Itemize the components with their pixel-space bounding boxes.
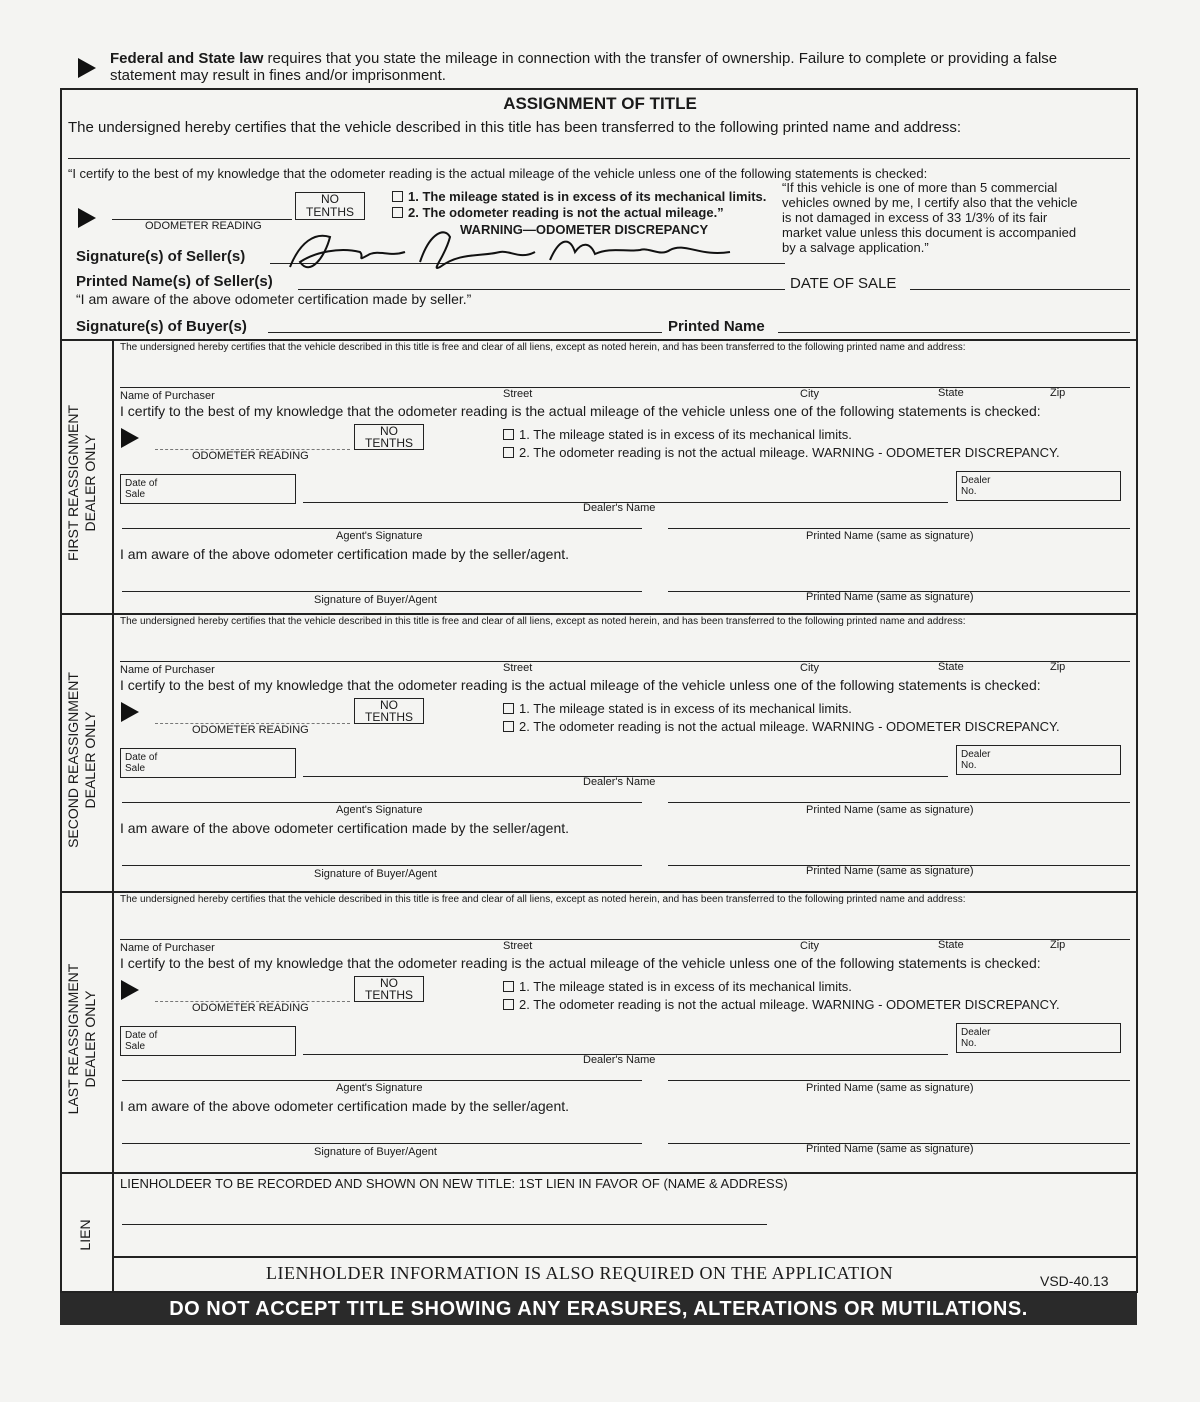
second-check2-label: 2. The odometer reading is not the actual mileage. WARNING - ODOMETER DISCREPANCY. [519,719,1060,734]
last-check2-label: 2. The odometer reading is not the actual mileage. WARNING - ODOMETER DISCREPANCY. [519,997,1060,1012]
first-date-of-sale-box[interactable] [120,474,296,504]
second-agent-signature-line[interactable] [122,802,642,803]
seller-aware-statement: “I am aware of the above odometer certification made by seller.” [76,291,472,307]
last-checkbox-1[interactable] [503,981,514,992]
lien-name-line[interactable] [122,1224,767,1225]
second-street: Street [503,662,533,674]
first-label-line2: DEALER ONLY [82,434,98,532]
last-no: NO [380,976,398,990]
first-check-2[interactable] [503,445,1060,460]
last-date-of: Date of [125,1030,158,1041]
no-tenths-no: NO [321,192,339,206]
assignment-title: ASSIGNMENT OF TITLE [503,94,697,113]
first-agent-signature-line[interactable] [122,528,642,529]
first-certify: I certify to the best of my knowledge that the odometer reading is the actual mileage of the vehicle unless one of the following statements is checked: [120,403,1041,419]
second-checkbox-1[interactable] [503,703,514,714]
second-date-of-sale-box[interactable] [120,748,296,778]
second-no-tenths-box [354,698,424,724]
divider-first [60,339,1138,341]
form-number: VSD-40.13 [1040,1273,1109,1289]
second-checkbox-2[interactable] [503,721,514,732]
commercial-line-4: market value unless this document is accompanied [782,225,1077,240]
last-street: Street [503,940,533,952]
last-printed-name-label-2: Printed Name (same as signature) [806,1143,974,1155]
first-label-line1: FIRST REASSIGNMENT [65,404,81,562]
first-dealer-no-box[interactable] [956,471,1121,501]
first-agents-signature-label: Agent's Signature [336,530,423,542]
lien-header: LIENHOLDEER TO BE RECORDED AND SHOWN ON NEW TITLE: 1ST LIEN IN FAVOR OF (NAME & ADDRESS) [120,1176,788,1191]
first-date-of: Date of [125,478,158,489]
last-check-2[interactable] [503,997,1060,1012]
second-dealer-no-box[interactable] [956,745,1121,775]
checkbox-1[interactable] [392,191,403,202]
date-of-sale-label: DATE OF SALE [790,275,897,292]
divider-second [60,613,1138,615]
first-no-tenths-box [354,424,424,450]
last-dealer-no: No. [961,1038,977,1049]
second-name-of-purchaser: Name of Purchaser [120,664,215,676]
last-check1-label: 1. The mileage stated is in excess of its mechanical limits. [519,979,852,994]
first-reassignment-label [65,348,99,618]
second-city: City [800,662,819,674]
last-intro: The undersigned hereby certifies that the vehicle described in this title is free and clear of all liens, except as noted herein, and has been transferred to the following printed name and address: [120,894,966,905]
buyer-printed-name-label: Printed Name [668,318,765,335]
first-state: State [938,387,964,399]
odometer-arrow-icon [78,208,96,228]
last-no-tenths-box [354,976,424,1002]
first-street: Street [503,388,533,400]
last-label-line2: DEALER ONLY [82,990,98,1088]
second-odometer-arrow-icon [121,702,139,722]
first-printed-name-line[interactable] [668,528,1130,529]
last-dealer-no-box[interactable] [956,1023,1121,1053]
buyer-address-line [68,158,1130,159]
commercial-line-5: by a salvage application.” [782,240,929,255]
buyer-signature-line [268,332,662,333]
commercial-line-3: is not damaged in excess of 33 1/3% of its fair [782,210,1048,225]
first-check-1[interactable] [503,427,852,442]
odometer-reading-label: ODOMETER READING [145,220,262,232]
first-dealers-name-label: Dealer's Name [583,502,656,514]
notice-line1: requires that you state the mileage in connection with the transfer of ownership. Failure to complete or providing a false [263,50,1058,67]
assignment-certify: “I certify to the best of my knowledge that the odometer reading is the actual mileage of the vehicle unless one of the following statements is checked: [68,166,928,181]
buyer-signature-label: Signature(s) of Buyer(s) [76,318,247,335]
first-check2-label: 2. The odometer reading is not the actual mileage. WARNING - ODOMETER DISCREPANCY. [519,445,1060,460]
notice-bold-lead: Federal and State law [110,50,264,67]
second-state: State [938,661,964,673]
last-zip: Zip [1050,939,1066,951]
first-zip: Zip [1050,387,1066,399]
last-check-1[interactable] [503,979,852,994]
odometer-warning: WARNING—ODOMETER DISCREPANCY [460,222,709,237]
second-check1-label: 1. The mileage stated is in excess of its mechanical limits. [519,701,852,716]
printed-seller-line [298,289,785,290]
check2-label: 2. The odometer reading is not the actual mileage.” [408,205,724,220]
last-sale: Sale [125,1041,146,1052]
first-dealer-no: No. [961,486,977,497]
second-check-2[interactable] [503,719,1060,734]
second-dealers-name-label: Dealer's Name [583,776,656,788]
last-dealer: Dealer [961,1027,991,1038]
divider-last [60,891,1138,893]
first-aware: I am aware of the above odometer certification made by the seller/agent. [120,546,570,562]
second-purchaser-line[interactable] [120,661,1130,662]
first-tenths: TENTHS [365,436,413,450]
footer-warning-banner: DO NOT ACCEPT TITLE SHOWING ANY ERASURES, ALTERATIONS OR MUTILATIONS. [60,1293,1137,1325]
no-tenths-tenths: TENTHS [306,205,354,219]
last-checkbox-2[interactable] [503,999,514,1010]
second-reassignment-label [65,625,99,895]
second-aware: I am aware of the above odometer certification made by the seller/agent. [120,820,570,836]
lien-required-note: LIENHOLDER INFORMATION IS ALSO REQUIRED ON THE APPLICATION [266,1263,894,1283]
side-column-line [112,339,114,1293]
last-state: State [938,939,964,951]
commercial-line-2: vehicles owned by me, I certify also that the vehicle [782,195,1078,210]
divider-lien-bottom [113,1256,1138,1258]
second-check-1[interactable] [503,701,852,716]
last-purchaser-line[interactable] [120,939,1130,940]
legal-notice [110,50,1110,84]
last-date-of-sale-box[interactable] [120,1026,296,1056]
first-sale: Sale [125,489,146,500]
commercial-statement [782,180,1127,255]
first-printed-name-label: Printed Name (same as signature) [806,530,974,542]
first-odometer-label: ODOMETER READING [192,450,309,462]
first-dealer: Dealer [961,475,991,486]
first-check1-label: 1. The mileage stated is in excess of its mechanical limits. [519,427,852,442]
last-printed-name-line[interactable] [668,1080,1130,1081]
last-reassignment-label [65,904,99,1174]
notice-line2: statement may result in fines and/or imprisonment. [110,67,446,84]
first-checkbox-2[interactable] [503,447,514,458]
last-sig-buyer-agent-label: Signature of Buyer/Agent [314,1146,437,1158]
last-dealers-name-label: Dealer's Name [583,1054,656,1066]
second-label-line1: SECOND REASSIGNMENT [65,672,81,848]
second-intro: The undersigned hereby certifies that the vehicle described in this title is free and clear of all liens, except as noted herein, and has been transferred to the following printed name and address: [120,616,966,627]
check1-label: 1. The mileage stated is in excess of its mechanical limits. [408,189,767,204]
second-printed-name-label-2: Printed Name (same as signature) [806,865,974,877]
lien-side-label: LIEN [77,1219,93,1251]
last-agent-signature-line[interactable] [122,1080,642,1081]
first-odometer-arrow-icon [121,428,139,448]
seller-check-2[interactable] [392,205,724,220]
last-certify: I certify to the best of my knowledge that the odometer reading is the actual mileage of the vehicle unless one of the following statements is checked: [120,955,1041,971]
divider-lien [60,1172,1138,1174]
second-agents-signature-label: Agent's Signature [336,804,423,816]
last-tenths: TENTHS [365,988,413,1002]
second-tenths: TENTHS [365,710,413,724]
last-buyer-agent-line[interactable] [122,1143,642,1144]
notice-arrow-icon [78,58,96,78]
seller-signature-image [270,222,740,282]
last-name-of-purchaser: Name of Purchaser [120,942,215,954]
printed-seller-label: Printed Name(s) of Seller(s) [76,273,273,290]
seller-signature-label: Signature(s) of Seller(s) [76,248,246,265]
second-sig-buyer-agent-label: Signature of Buyer/Agent [314,868,437,880]
seller-check-1[interactable] [392,189,766,204]
second-dealer-no: No. [961,760,977,771]
last-printed-name-label: Printed Name (same as signature) [806,1082,974,1094]
second-no: NO [380,698,398,712]
first-buyer-agent-line[interactable] [122,591,642,592]
second-printed-name-label: Printed Name (same as signature) [806,804,974,816]
second-buyer-agent-line[interactable] [122,865,642,866]
first-intro: The undersigned hereby certifies that the vehicle described in this title is free and clear of all liens, except as noted herein, and has been transferred to the following printed name and address: [120,342,966,353]
last-aware: I am aware of the above odometer certification made by the seller/agent. [120,1098,570,1114]
first-city: City [800,388,819,400]
second-date-of: Date of [125,752,158,763]
first-printed-name-label-2: Printed Name (same as signature) [806,591,974,603]
last-agents-signature-label: Agent's Signature [336,1082,423,1094]
second-dealer: Dealer [961,749,991,760]
second-zip: Zip [1050,661,1066,673]
first-no: NO [380,424,398,438]
second-printed-name-line[interactable] [668,802,1130,803]
assignment-intro: The undersigned hereby certifies that the vehicle described in this title has been transferred to the following printed name and address: [68,119,962,136]
last-odometer-label: ODOMETER READING [192,1002,309,1014]
no-tenths-box [295,192,365,220]
checkbox-2[interactable] [392,207,403,218]
second-label-line2: DEALER ONLY [82,711,98,809]
first-checkbox-1[interactable] [503,429,514,440]
first-name-of-purchaser: Name of Purchaser [120,390,215,402]
last-label-line1: LAST REASSIGNMENT [65,963,81,1115]
commercial-line-1: “If this vehicle is one of more than 5 commercial [782,180,1058,195]
buyer-printed-name-line [778,332,1130,333]
last-odometer-arrow-icon [121,980,139,1000]
second-sale: Sale [125,763,146,774]
second-odometer-label: ODOMETER READING [192,724,309,736]
second-certify: I certify to the best of my knowledge that the odometer reading is the actual mileage of the vehicle unless one of the following statements is checked: [120,677,1041,693]
first-sig-buyer-agent-label: Signature of Buyer/Agent [314,594,437,606]
date-of-sale-line [910,289,1130,290]
first-purchaser-line[interactable] [120,387,1130,388]
last-city: City [800,940,819,952]
